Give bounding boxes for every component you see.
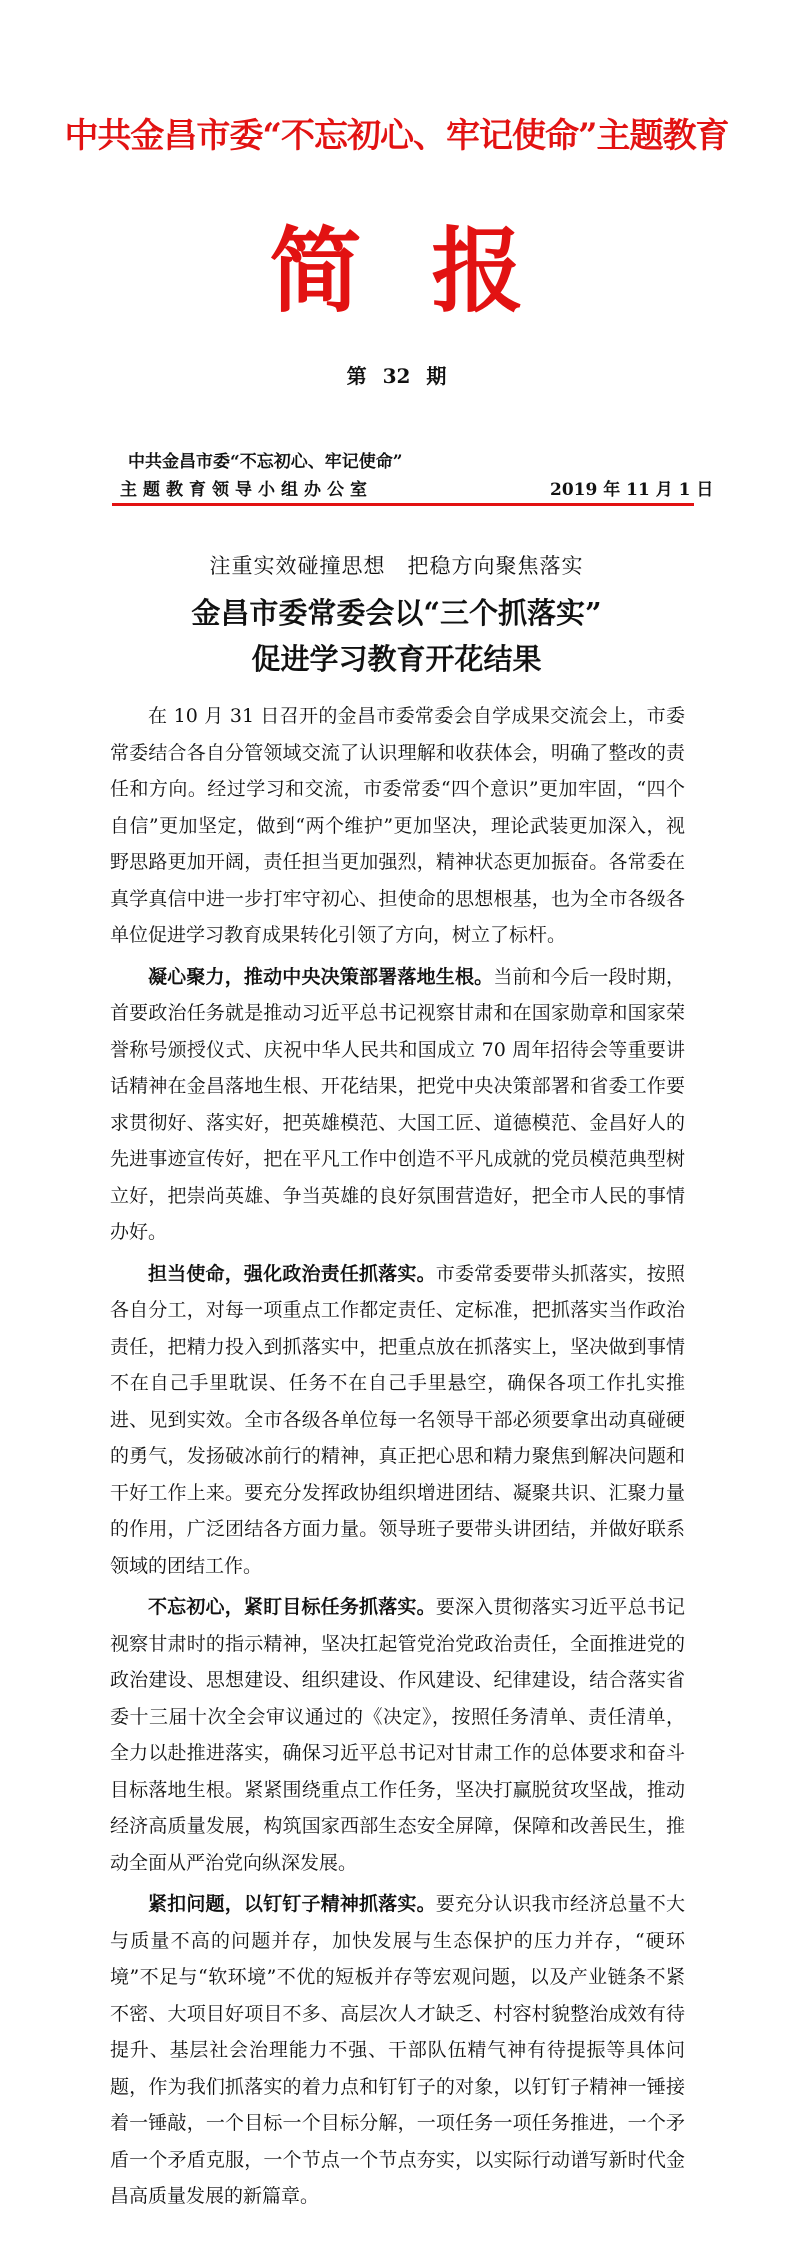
paragraph [110,698,685,954]
headline-line-1: 金昌市委常委会以“三个抓落实” [191,596,602,630]
paragraph-text: 要深入贯彻落实习近平总书记视察甘肃时的指示精神，坚决扛起管党治党政治责任，全面推进党的政治建设、思想建设、组织建设、作风建设、纪律建设，结合落实省委十三届十次全会审议通过的《决定》，按照任务清单、责任清单，全力以赴推进落实，确保习近平总书记对甘肃工作的总体要求和奋斗目标落地生根。紧紧围绕重点工作任务，坚决打赢脱贫攻坚战，推动经济高质量发展，构筑国家西部生态安全屏障，保障和改善民生，推动全面从严治党向纵深发展。 [110,1596,685,1874]
masthead-title: 中共金昌市委“不忘初心、牢记使命”主题教育 [64,116,729,156]
issuing-office-line1: 中共金昌市委“不忘初心、牢记使命” [128,452,403,472]
red-divider [112,503,694,506]
paragraph-lead: 紧扣问题，以钉钉子精神抓落实。 [148,1893,436,1915]
article-kicker: 注重实效碰撞思想 把稳方向聚焦落实 [209,554,584,578]
paragraph-lead: 不忘初心，紧盯目标任务抓落实。 [148,1596,436,1618]
issue-value: 32 [382,364,411,388]
paragraph-lead: 担当使命，强化政治责任抓落实。 [148,1262,436,1285]
paragraph-text: 在 10 月 31 日召开的金昌市委常委会自学成果交流会上，市委常委结合各自分管领域交流了认识理解和收获体会，明确了整改的责任和方向。经过学习和交流，市委常委“四个意识”更加牢固，“四个自信”更加坚定，做到“两个维护”更加坚决，理论武装更加深入，视野思路更加开阔，责任担当更加强烈，精神状态更加振奋。各常委在真学真信中进一步打牢守初心、担使命的思想根基，也为全市各级各单位促进学习教育成果转化引领了方向，树立了标杆。 [110,705,685,946]
article-body [110,698,685,2220]
issuing-office-line2: 主题教育领导小组办公室 [120,480,373,500]
paragraph [110,959,685,1251]
paragraph [110,1886,685,2215]
issue-suffix: 期 [426,364,447,388]
paragraph-text: 当前和今后一段时期，首要政治任务就是推动习近平总书记视察甘肃和在国家勋章和国家荣誉称号颁授仪式、庆祝中华人民共和国成立 70 周年招待会等重要讲话精神在金昌落地生根、开花结果，把党中央决策部署和省委工作要求贯彻好、落实好，把英雄模范、大国工匠、道德模范、金昌好人的先进事迹宣传好，把在平凡工作中创造不平凡成就的党员模范典型树立好，把崇尚英雄、争当英雄的良好氛围营造好，把全市人民的事情办好。 [110,965,685,1243]
paragraph [110,1589,685,1881]
issue-prefix: 第 [346,364,367,388]
headline-line-2: 促进学习教育开花结果 [251,642,542,676]
article-headline [0,590,793,682]
paragraph-lead: 凝心聚力，推动中央决策部署落地生根。 [148,965,494,988]
paragraph-text: 市委常委要带头抓落实，按照各自分工，对每一项重点工作都定责任、定标准，把抓落实当作政治责任，把精力投入到抓落实中，把重点放在抓落实上，坚决做到事情不在自己手里耽误、任务不在自己手里悬空，确保各项工作扎实推进、见到实效。全市各级各单位每一名领导干部必须要拿出动真碰硬的勇气，发扬破冰前行的精神，真正把心思和精力聚焦到解决问题和干好工作上来。要充分发挥政协组织增进团结、凝聚共识、汇聚力量的作用，广泛团结各方面力量。领导班子要带头讲团结，并做好联系领域的团结工作。 [110,1262,685,1577]
issue-date: 2019 年 11 月 1 日 [550,480,714,500]
bulletin-title: 简报 [269,217,594,325]
issue-number [0,360,793,389]
paragraph-text: 要充分认识我市经济总量不大与质量不高的问题并存，加快发展与生态保护的压力并存，“硬环境”不足与“软环境”不优的短板并存等宏观问题，以及产业链条不紧不密、大项目好项目不多、高层次人才缺乏、村容村貌整治成效有待提升、基层社会治理能力不强、干部队伍精气神有待提振等具体问题，作为我们抓落实的着力点和钉钉子的对象，以钉钉子精神一锤接着一锤敲，一个目标一个目标分解，一项任务一项任务推进，一个矛盾一个矛盾克服，一个节点一个节点夯实，以实际行动谱写新时代金昌高质量发展的新篇章。 [110,1893,685,2207]
paragraph [110,1256,685,1585]
